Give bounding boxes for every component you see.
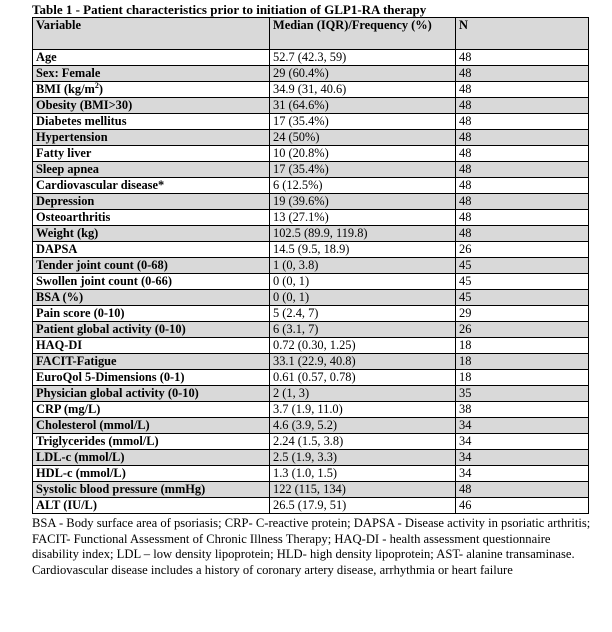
variable-label: Pain score (0-10) <box>36 306 125 320</box>
variable-label: LDL-c (mmol/L) <box>36 450 125 464</box>
n-cell: 48 <box>456 162 589 178</box>
characteristics-table <box>32 17 589 514</box>
table-row <box>33 178 589 194</box>
n-cell: 26 <box>456 242 589 258</box>
n-cell: 26 <box>456 322 589 338</box>
variable-cell <box>33 498 270 514</box>
median-cell: 0 (0, 1) <box>270 274 456 290</box>
table-row <box>33 226 589 242</box>
variable-cell <box>33 226 270 242</box>
variable-cell <box>33 274 270 290</box>
variable-label: Diabetes mellitus <box>36 114 127 128</box>
variable-cell <box>33 210 270 226</box>
variable-label-end: ) <box>98 82 103 96</box>
table-row <box>33 482 589 498</box>
table-row <box>33 354 589 370</box>
median-cell: 2.24 (1.5, 3.8) <box>270 434 456 450</box>
n-cell: 48 <box>456 130 589 146</box>
n-cell: 48 <box>456 226 589 242</box>
n-cell: 48 <box>456 178 589 194</box>
n-cell: 34 <box>456 450 589 466</box>
variable-cell <box>33 450 270 466</box>
table-row <box>33 306 589 322</box>
table-row <box>33 210 589 226</box>
median-cell: 34.9 (31, 40.6) <box>270 82 456 98</box>
table-row <box>33 498 589 514</box>
variable-cell <box>33 482 270 498</box>
variable-cell <box>33 290 270 306</box>
variable-label: Tender joint count (0-68) <box>36 258 168 272</box>
n-cell: 48 <box>456 194 589 210</box>
variable-label: ALT (IU/L) <box>36 498 97 512</box>
table-row <box>33 114 589 130</box>
table-row <box>33 50 589 66</box>
n-cell: 45 <box>456 274 589 290</box>
variable-cell <box>33 386 270 402</box>
variable-label: CRP (mg/L) <box>36 402 101 416</box>
median-cell: 4.6 (3.9, 5.2) <box>270 418 456 434</box>
n-cell: 34 <box>456 418 589 434</box>
variable-label: Osteoarthritis <box>36 210 111 224</box>
median-cell: 6 (12.5%) <box>270 178 456 194</box>
table-row <box>33 434 589 450</box>
variable-label: Physician global activity (0-10) <box>36 386 199 400</box>
n-cell: 38 <box>456 402 589 418</box>
table-row <box>33 66 589 82</box>
table-row <box>33 370 589 386</box>
table-row <box>33 274 589 290</box>
n-cell: 18 <box>456 354 589 370</box>
n-cell: 48 <box>456 482 589 498</box>
n-cell: 48 <box>456 114 589 130</box>
median-cell: 29 (60.4%) <box>270 66 456 82</box>
table-row <box>33 386 589 402</box>
median-cell: 26.5 (17.9, 51) <box>270 498 456 514</box>
table-row <box>33 258 589 274</box>
variable-label: HAQ-DI <box>36 338 83 352</box>
median-cell: 5 (2.4, 7) <box>270 306 456 322</box>
median-cell: 10 (20.8%) <box>270 146 456 162</box>
variable-cell <box>33 98 270 114</box>
table-row <box>33 338 589 354</box>
variable-label: BMI (kg/m <box>36 82 95 96</box>
median-cell: 0.72 (0.30, 1.25) <box>270 338 456 354</box>
variable-label: FACIT-Fatigue <box>36 354 117 368</box>
variable-superscript: 2 <box>94 81 99 90</box>
median-cell: 0 (0, 1) <box>270 290 456 306</box>
n-cell: 45 <box>456 258 589 274</box>
table-header-row <box>33 18 589 50</box>
table-row <box>33 322 589 338</box>
variable-label: Fatty liver <box>36 146 92 160</box>
n-cell: 46 <box>456 498 589 514</box>
median-cell: 2 (1, 3) <box>270 386 456 402</box>
header-median: Median (IQR)/Frequency (%) <box>270 18 456 50</box>
n-cell: 48 <box>456 66 589 82</box>
variable-label: BSA (%) <box>36 290 84 304</box>
n-cell: 48 <box>456 98 589 114</box>
n-cell: 29 <box>456 306 589 322</box>
variable-label: Depression <box>36 194 95 208</box>
n-cell: 18 <box>456 338 589 354</box>
table-row <box>33 290 589 306</box>
table-row <box>33 466 589 482</box>
n-cell: 48 <box>456 210 589 226</box>
median-cell: 0.61 (0.57, 0.78) <box>270 370 456 386</box>
median-cell: 6 (3.1, 7) <box>270 322 456 338</box>
n-cell: 48 <box>456 82 589 98</box>
variable-cell <box>33 66 270 82</box>
table-row <box>33 146 589 162</box>
median-cell: 1 (0, 3.8) <box>270 258 456 274</box>
variable-label: Sex: Female <box>36 66 101 80</box>
median-cell: 19 (39.6%) <box>270 194 456 210</box>
variable-label: Age <box>36 50 57 64</box>
table-row <box>33 418 589 434</box>
median-cell: 1.3 (1.0, 1.5) <box>270 466 456 482</box>
n-cell: 35 <box>456 386 589 402</box>
median-cell: 17 (35.4%) <box>270 114 456 130</box>
variable-cell <box>33 466 270 482</box>
table-row <box>33 402 589 418</box>
footnote: BSA - Body surface area of psoriasis; CRP- C-reactive protein; DAPSA - Disease activity in psoriatic arthritis; FACIT- Functional Assessment of Chronic Illness Therapy; HAQ-DI - health assessment questionnaire disability index; LDL – low density lipoprotein; HLD- high density lipoprotein; AST- alanine transaminase. Cardiovascular disease includes a history of coronary artery disease, arrhythmia or heart failure <box>32 516 591 577</box>
variable-label: Patient global activity (0-10) <box>36 322 186 336</box>
variable-cell <box>33 322 270 338</box>
variable-label: Sleep apnea <box>36 162 99 176</box>
variable-cell <box>33 130 270 146</box>
table-row <box>33 194 589 210</box>
variable-cell <box>33 178 270 194</box>
median-cell: 14.5 (9.5, 18.9) <box>270 242 456 258</box>
n-cell: 34 <box>456 466 589 482</box>
variable-cell <box>33 194 270 210</box>
header-variable: Variable <box>33 18 270 50</box>
variable-cell <box>33 50 270 66</box>
median-cell: 33.1 (22.9, 40.8) <box>270 354 456 370</box>
table-row <box>33 450 589 466</box>
table-body <box>33 50 589 514</box>
variable-cell <box>33 114 270 130</box>
median-cell: 52.7 (42.3, 59) <box>270 50 456 66</box>
median-cell: 2.5 (1.9, 3.3) <box>270 450 456 466</box>
table-row <box>33 242 589 258</box>
n-cell: 18 <box>456 370 589 386</box>
median-cell: 122 (115, 134) <box>270 482 456 498</box>
table-row <box>33 98 589 114</box>
table-row <box>33 130 589 146</box>
median-cell: 31 (64.6%) <box>270 98 456 114</box>
variable-label: Swollen joint count (0-66) <box>36 274 172 288</box>
variable-label: DAPSA <box>36 242 78 256</box>
table-row <box>33 82 589 98</box>
variable-label: EuroQol 5-Dimensions (0-1) <box>36 370 185 384</box>
table-row <box>33 162 589 178</box>
variable-cell <box>33 434 270 450</box>
variable-cell <box>33 370 270 386</box>
variable-cell <box>33 418 270 434</box>
n-cell: 48 <box>456 50 589 66</box>
n-cell: 45 <box>456 290 589 306</box>
variable-cell <box>33 354 270 370</box>
median-cell: 17 (35.4%) <box>270 162 456 178</box>
variable-cell <box>33 242 270 258</box>
variable-cell <box>33 402 270 418</box>
variable-cell <box>33 82 270 98</box>
variable-cell <box>33 338 270 354</box>
variable-label: Cardiovascular disease* <box>36 178 165 192</box>
variable-cell <box>33 162 270 178</box>
variable-label: HDL-c (mmol/L) <box>36 466 126 480</box>
n-cell: 34 <box>456 434 589 450</box>
variable-label: Obesity (BMI>30) <box>36 98 133 112</box>
variable-label: Weight (kg) <box>36 226 99 240</box>
header-n: N <box>456 18 589 50</box>
median-cell: 13 (27.1%) <box>270 210 456 226</box>
variable-label: Hypertension <box>36 130 108 144</box>
table-title: Table 1 - Patient characteristics prior to initiation of GLP1-RA therapy <box>32 2 427 17</box>
median-cell: 3.7 (1.9, 11.0) <box>270 402 456 418</box>
variable-label: Cholesterol (mmol/L) <box>36 418 150 432</box>
median-cell: 102.5 (89.9, 119.8) <box>270 226 456 242</box>
variable-label: Triglycerides (mmol/L) <box>36 434 159 448</box>
n-cell: 48 <box>456 146 589 162</box>
variable-cell <box>33 258 270 274</box>
variable-cell <box>33 306 270 322</box>
variable-cell <box>33 146 270 162</box>
variable-label: Systolic blood pressure (mmHg) <box>36 482 206 496</box>
median-cell: 24 (50%) <box>270 130 456 146</box>
